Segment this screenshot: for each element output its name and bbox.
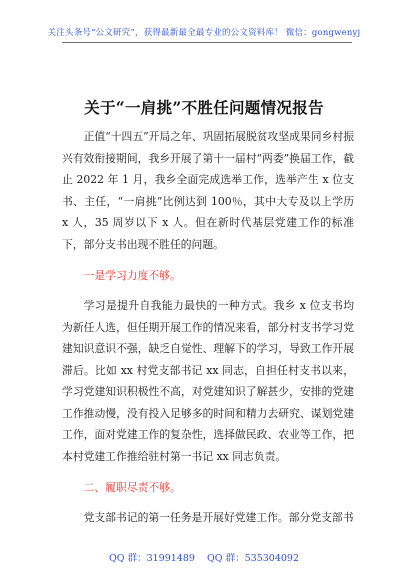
document-body [62,126,354,529]
header-banner: 关注头条号“公文研究”，获得最新最全最专业的公文资料库！ 微信：gongwenyj [47,28,361,38]
document-title: 关于“一肩挑”不胜任问题情况报告 [84,98,324,118]
paragraph-intro: 正值“十四五”开局之年、巩固拓展脱贫攻坚成果同乡村振兴有效衔接期间，我乡开展了第十一届村“两委”换届工作，截止 2022 年 1 月，我乡全面完成选举工作，选举产生 x 位支书、主任，“一肩挑”比例达到 100％，其中大专及以上学历 x 人，35 周岁以下 x 人。但在新时代基层党建工作的标准下，部分支书出现不胜任的问题。 [62,130,354,251]
footer-contact [0,550,408,564]
paragraph-study: 学习是提升自我能力最快的一种方式。我乡 x 位支书均为新任人选，但任期开展工作的情况来看，部分村支书学习党建知识意识不强，缺乏自觉性、理解下的学习，导致工作开展滞后。比如 xx 村党支部书记 xx 同志，自担任村支书以来，学习党建知识积极性不高，对党建知识了解甚少，安排的党建工作推动慢，没有投入足够多的时间和精力去研究、谋划党建工作，面对党建工作的复杂性，选择做民政、农业等工作，把本村党建工作推给驻村第一书记 xx 同志负责。 [62,299,354,463]
footer-qq-group-2: QQ 群：535304092 [207,553,300,564]
section-heading-2: 二、履职尽责不够。 [83,481,181,494]
header-divider [62,42,352,43]
paragraph-duty: 党支部书记的第一任务是开展好党建工作。部分党支部书 [83,511,354,524]
footer-separator [195,553,207,564]
footer-qq-group-1: QQ 群：31991489 [108,553,195,564]
section-heading-1: 一是学习力度不够。 [83,269,181,282]
